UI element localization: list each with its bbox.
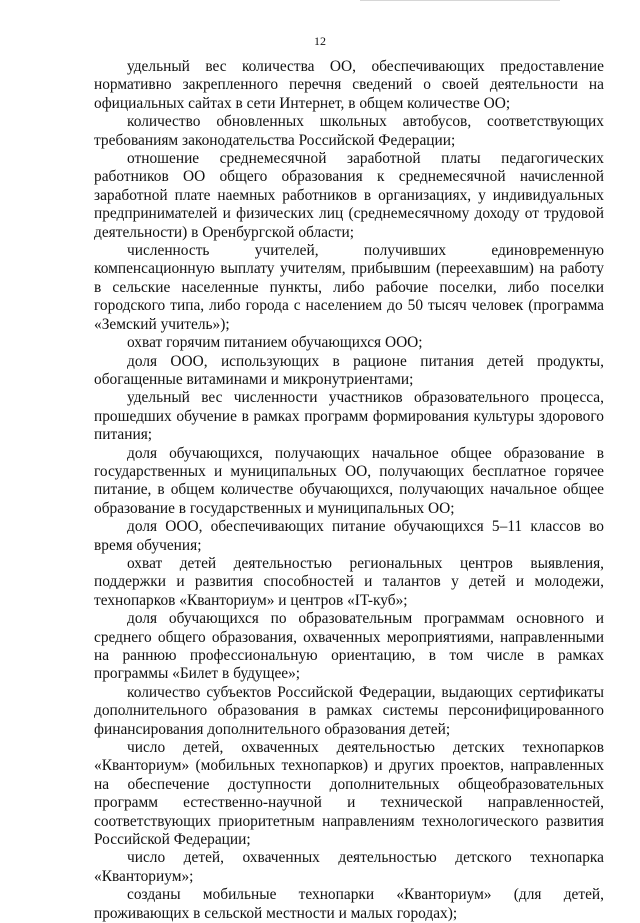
paragraph: удельный вес количества ОО, обеспечивающих предоставление нормативно закрепленного перечня сведений о своей деятельности на официальных сайтах в сети Интернет, в общем количестве ОО; (94, 58, 604, 112)
paragraph: доля обучающихся, получающих начальное общее образование в государственных и муниципальных ОО, получающих бесплатное горячее питание, в общем количестве обучающихся, получающих начальное общее образование в государственных и муниципальных ОО; (94, 444, 604, 517)
paragraph: доля ООО, использующих в рационе питания детей продукты, обогащенные витаминами и микронутриентами; (94, 352, 604, 388)
body-text (94, 58, 604, 923)
paragraph: число детей, охваченных деятельностью детского технопарка «Кванториум»; (94, 849, 604, 885)
paragraph: число детей, охваченных деятельностью детских технопарков «Кванториум» (мобильных технопарков) и других проектов, направленных на обеспечение доступности дополнительных общеобразовательных программ естественно-научной и технической направленностей, соответствующих приоритетным направлениям технологического развития Российской Федерации; (94, 739, 604, 849)
paragraph: численность учителей, получивших единовременную компенсационную выплату учителям, прибывшим (переехавшим) на работу в сельские населенные пункты, либо рабочие поселки, либо поселки городского типа, либо города с населением до 50 тысяч человек (программа «Земский учитель»); (94, 242, 604, 333)
page-number: 12 (314, 34, 326, 48)
paragraph: охват горячим питанием обучающихся ООО; (127, 334, 423, 352)
paragraph: охват детей деятельностью региональных центров выявления, поддержки и развития способностей и талантов у детей и молодежи, технопарков «Кванториум» и центров «IT-куб»; (94, 554, 604, 609)
paragraph: отношение среднемесячной заработной платы педагогических работников ОО общего образования к среднемесячной начисленной заработной плате наемных работников в организациях, у индивидуальных предпринимателей и физических лиц (среднемесячному доходу от трудовой деятельности) в Оренбургской области; (94, 150, 604, 241)
top-edge-line (360, 0, 560, 1)
paragraph: доля обучающихся по образовательным программам основного и среднего общего образования, охваченных мероприятиями, направленными на раннюю профессиональную ориентацию, в том числе в рамках программы «Билет в будущее»; (94, 610, 604, 683)
paragraph: созданы мобильные технопарки «Кванториум» (для детей, проживающих в сельской местности и малых городах); (94, 886, 604, 922)
paragraph: доля ООО, обеспечивающих питание обучающихся 5–11 классов во время обучения; (94, 518, 604, 554)
paragraph: количество обновленных школьных автобусов, соответствующих требованиям законодательства Российской Федерации; (94, 113, 604, 149)
paragraph: количество субъектов Российской Федерации, выдающих сертификаты дополнительного образования в рамках системы персонифицированного финансирования дополнительного образования детей; (94, 683, 604, 738)
paragraph: удельный вес численности участников образовательного процесса, прошедших обучение в рамках программ формирования культуры здорового питания; (94, 389, 604, 444)
